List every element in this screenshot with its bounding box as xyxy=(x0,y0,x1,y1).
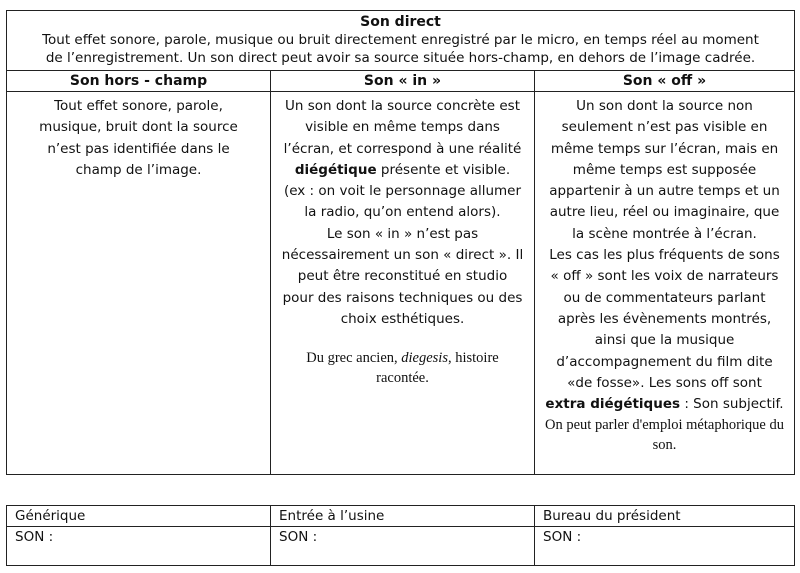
son-field-generique[interactable]: SON : xyxy=(7,527,271,566)
extra-diegetiques-term: extra diégétiques xyxy=(545,396,681,413)
son-in-p1-end: présente et visible. xyxy=(376,161,511,178)
scene-label-entree-usine: Entrée à l’usine xyxy=(271,506,535,527)
son-in-paragraph-3: Le son « in » n’est pas nécessairement un son « direct ». Il peut être reconstitué en studio pour des raisons techniques ou des choix esthétiques. xyxy=(281,225,524,327)
son-off-definition-cell xyxy=(535,92,795,475)
son-subjectif-text: : Son subjectif. xyxy=(680,396,784,413)
diegesis-term: diegesis xyxy=(401,350,448,367)
diegesis-note xyxy=(281,348,524,388)
hors-champ-definition-cell xyxy=(7,92,271,475)
scene-sound-table xyxy=(6,505,795,566)
son-direct-definition-line2: de l’enregistrement. Un son direct peut avoir sa source située hors-champ, en dehors de l’image cadrée. xyxy=(45,50,756,66)
son-off-paragraph-3 xyxy=(545,394,784,415)
scene-label-generique: Générique xyxy=(7,506,271,527)
column-header-son-off: Son « off » xyxy=(535,71,795,92)
column-header-hors-champ: Son hors - champ xyxy=(7,71,271,92)
diegesis-note-end: , histoire racontée. xyxy=(376,350,499,387)
son-in-p1-start: Un son dont la source concrète est visible en même temps dans l’écran, et correspond à une réalité xyxy=(283,98,522,157)
scene-label-bureau-president: Bureau du président xyxy=(535,506,795,527)
hors-champ-text: Tout effet sonore, parole, musique, bruit dont la source n’est pas identifiée dans le champ de l’image. xyxy=(39,98,238,178)
column-header-son-in: Son « in » xyxy=(271,71,535,92)
son-off-paragraph-4: On peut parler d'emploi métaphorique du son. xyxy=(545,417,784,454)
son-off-paragraph-2: Les cas les plus fréquents de sons « off » sont les voix de narrateurs ou de commentateurs parlant après les évènements montrés, ainsi que la musique d’accompagnement du film dite «de fosse». Les sons off sont xyxy=(549,247,780,391)
son-field-bureau-president[interactable]: SON : xyxy=(535,527,795,566)
son-field-entree-usine[interactable]: SON : xyxy=(271,527,535,566)
son-in-definition-cell xyxy=(271,92,535,475)
sound-types-table xyxy=(6,10,795,475)
son-in-paragraph-1 xyxy=(281,96,524,181)
diegesis-note-start: Du grec ancien, xyxy=(306,350,402,367)
son-off-paragraph-1: Un son dont la source non seulement n’est pas visible en même temps sur l’écran, mais en même temps est supposée appartenir à un autre temps et un autre lieu, réel ou imaginaire, que la scène montrée à l’écran. xyxy=(549,98,780,242)
son-in-example: (ex : on voit le personnage allumer la radio, qu’on entend alors). xyxy=(283,183,522,221)
son-direct-definition-line1: Tout effet sonore, parole, musique ou bruit directement enregistré par le micro, en temps réel au moment xyxy=(42,32,759,48)
son-direct-title: Son direct xyxy=(360,14,441,30)
diegetique-term: diégétique xyxy=(294,161,377,178)
son-direct-cell xyxy=(7,11,795,71)
